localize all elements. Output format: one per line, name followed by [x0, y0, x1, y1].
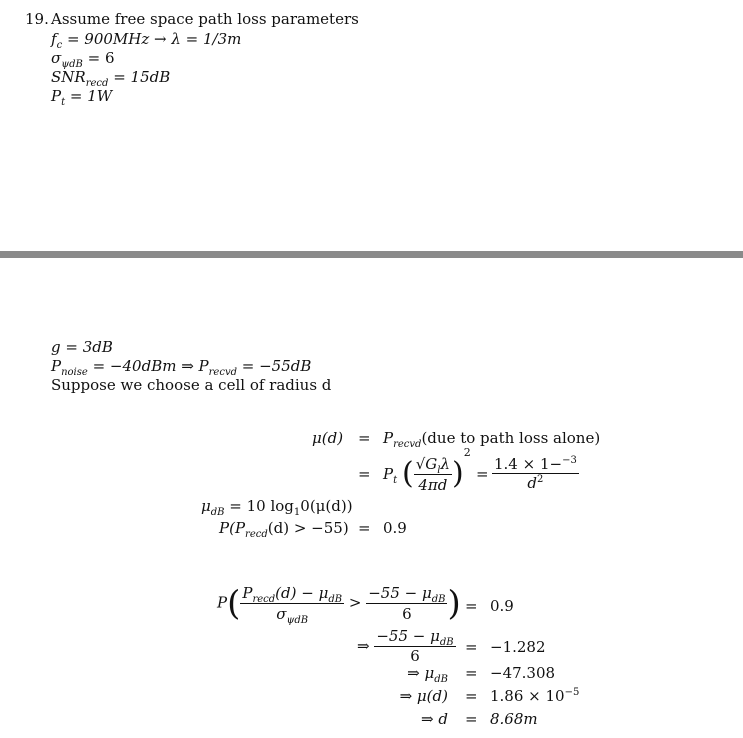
d1-left-num — [240, 583, 344, 603]
d2-num-sub: dB — [439, 637, 454, 648]
d1-lparen: ( — [227, 583, 241, 624]
d1-gt: > — [348, 593, 362, 612]
d2-value: −1.282 — [490, 638, 546, 656]
precvd-note: (due to path loss alone) — [421, 429, 601, 447]
result-num-exp: −3 — [562, 455, 577, 466]
d5-value: 8.68m — [490, 710, 538, 728]
result-num-base: 1.4 × 1− — [494, 455, 563, 473]
d1-right-num-sub: dB — [431, 594, 446, 605]
pnoise-subscript: noise — [61, 367, 88, 378]
problem-title: Assume free space path loss parameters — [51, 10, 359, 28]
derivation-1 — [217, 583, 461, 624]
pt-line — [51, 87, 113, 108]
d1-left-den-a: σ — [276, 605, 287, 623]
eq-sign-9: = — [465, 710, 478, 728]
g-line: g = 3dB — [51, 338, 113, 356]
pt-factor-sub: t — [393, 475, 398, 486]
d2-num — [374, 627, 455, 646]
pnoise-value: = −55dB — [241, 357, 312, 375]
sigma-value: = 6 — [87, 49, 115, 67]
d4-lhs: ⇒ μ(d) — [399, 687, 448, 705]
d1-value: 0.9 — [490, 597, 514, 615]
friis-num — [414, 454, 452, 474]
result-den-exp: 2 — [537, 474, 544, 485]
mu-db-sub: dB — [210, 507, 225, 518]
derivation-3-lhs — [380, 664, 448, 685]
precvd-sub: recvd — [393, 439, 422, 450]
problem-number: 19. — [25, 10, 49, 28]
pt-subscript: t — [61, 97, 66, 108]
precvd-symbol: P — [383, 429, 394, 447]
d2-den: 6 — [374, 646, 455, 666]
prob-lhs — [219, 519, 349, 540]
d3-value: −47.308 — [490, 664, 556, 682]
derivation-2 — [357, 627, 456, 666]
sigma-line — [51, 49, 115, 70]
pt-factor — [383, 465, 398, 486]
d1-left-num-sub: recd — [252, 594, 276, 605]
friis-den: 4πd — [414, 474, 452, 495]
suppose-line: Suppose we choose a cell of radius d — [51, 376, 332, 394]
fc-symbol: f — [51, 30, 57, 48]
prob-lhs-b: (d) > −55) — [267, 519, 349, 537]
d1-right-den: 6 — [366, 603, 447, 624]
d2-num-a: −55 − μ — [376, 627, 440, 645]
mu-db-tail: 0(μ(d)) — [300, 497, 353, 515]
friis-num-sub: l — [437, 464, 441, 476]
precvd-definition — [383, 429, 601, 450]
friis-num-root: √G — [415, 454, 438, 473]
mu-db-line — [201, 497, 353, 518]
eq-sign-7: = — [465, 664, 478, 682]
result-fraction — [492, 455, 579, 492]
page-divider — [0, 251, 743, 258]
derivation-4-lhs — [380, 687, 448, 705]
fc-line — [51, 30, 242, 51]
d4-value-base: 1.86 × 10 — [490, 687, 565, 705]
snr-subscript: recd — [85, 78, 109, 89]
d4-value — [490, 687, 579, 705]
pt-value: = 1W — [69, 87, 113, 105]
d1-left-den-sub: ψdB — [286, 615, 309, 626]
d1-left-num-sub2: dB — [328, 594, 343, 605]
d1-right-frac — [366, 583, 447, 624]
precvd-subscript: recvd — [208, 367, 237, 378]
d1-P: P — [217, 593, 228, 612]
friis-fraction — [402, 446, 471, 495]
d2-frac — [374, 627, 455, 666]
d4-value-exp: −5 — [564, 687, 580, 698]
snr-line — [51, 68, 171, 89]
prob-value: 0.9 — [383, 519, 407, 537]
d1-rparen: ) — [447, 583, 461, 624]
sigma-symbol: σ — [51, 49, 62, 67]
d1-left-den — [240, 603, 344, 624]
right-paren: ) — [451, 456, 464, 491]
friis-exponent: 2 — [463, 446, 471, 459]
d2-arrow: ⇒ — [357, 637, 370, 655]
mu-d-label: μ(d) — [312, 429, 344, 447]
result-frac — [492, 455, 579, 492]
snr-symbol: SNR — [51, 68, 86, 86]
derivation-5-lhs — [380, 710, 448, 728]
snr-value: = 15dB — [113, 68, 171, 86]
friis-num-tail: λ — [440, 454, 450, 473]
eq-sign-3: = — [476, 465, 489, 483]
pt-factor-symbol: P — [383, 465, 394, 483]
pnoise-mid: = −40dBm ⇒ P — [92, 357, 209, 375]
pnoise-line — [51, 357, 312, 378]
mu-db-log-sub: 1 — [293, 507, 301, 518]
left-paren: ( — [402, 456, 414, 491]
d3-lhs: ⇒ μ — [407, 664, 435, 682]
d1-right-num-a: −55 − μ — [368, 584, 432, 602]
result-den-base: d — [527, 474, 538, 492]
eq-sign-4: = — [358, 519, 371, 537]
fc-value: = 900MHz → λ = 1/3m — [66, 30, 242, 48]
prob-lhs-sub: recd — [245, 529, 268, 540]
mu-db-symbol: μ — [201, 497, 211, 515]
d1-right-num — [366, 583, 447, 603]
eq-sign-6: = — [465, 638, 478, 656]
eq-sign-1: = — [358, 429, 371, 447]
mu-db-rhs: = 10 log — [229, 497, 294, 515]
d1-left-num-b: (d) − μ — [275, 584, 329, 602]
d1-left-frac — [240, 583, 344, 624]
pt-symbol: P — [51, 87, 62, 105]
sigma-subscript: ψdB — [61, 59, 83, 70]
eq-sign-5: = — [465, 597, 478, 615]
result-den — [492, 473, 579, 492]
result-num — [492, 455, 579, 473]
friis-frac — [414, 454, 452, 495]
eq-sign-2: = — [358, 465, 371, 483]
pnoise-symbol: P — [51, 357, 62, 375]
d5-lhs: ⇒ d — [421, 710, 448, 728]
eq-sign-8: = — [465, 687, 478, 705]
prob-lhs-a: P(P — [219, 519, 246, 537]
d1-left-num-a: P — [242, 584, 253, 602]
fc-subscript: c — [56, 40, 63, 51]
d3-sub: dB — [434, 674, 448, 685]
